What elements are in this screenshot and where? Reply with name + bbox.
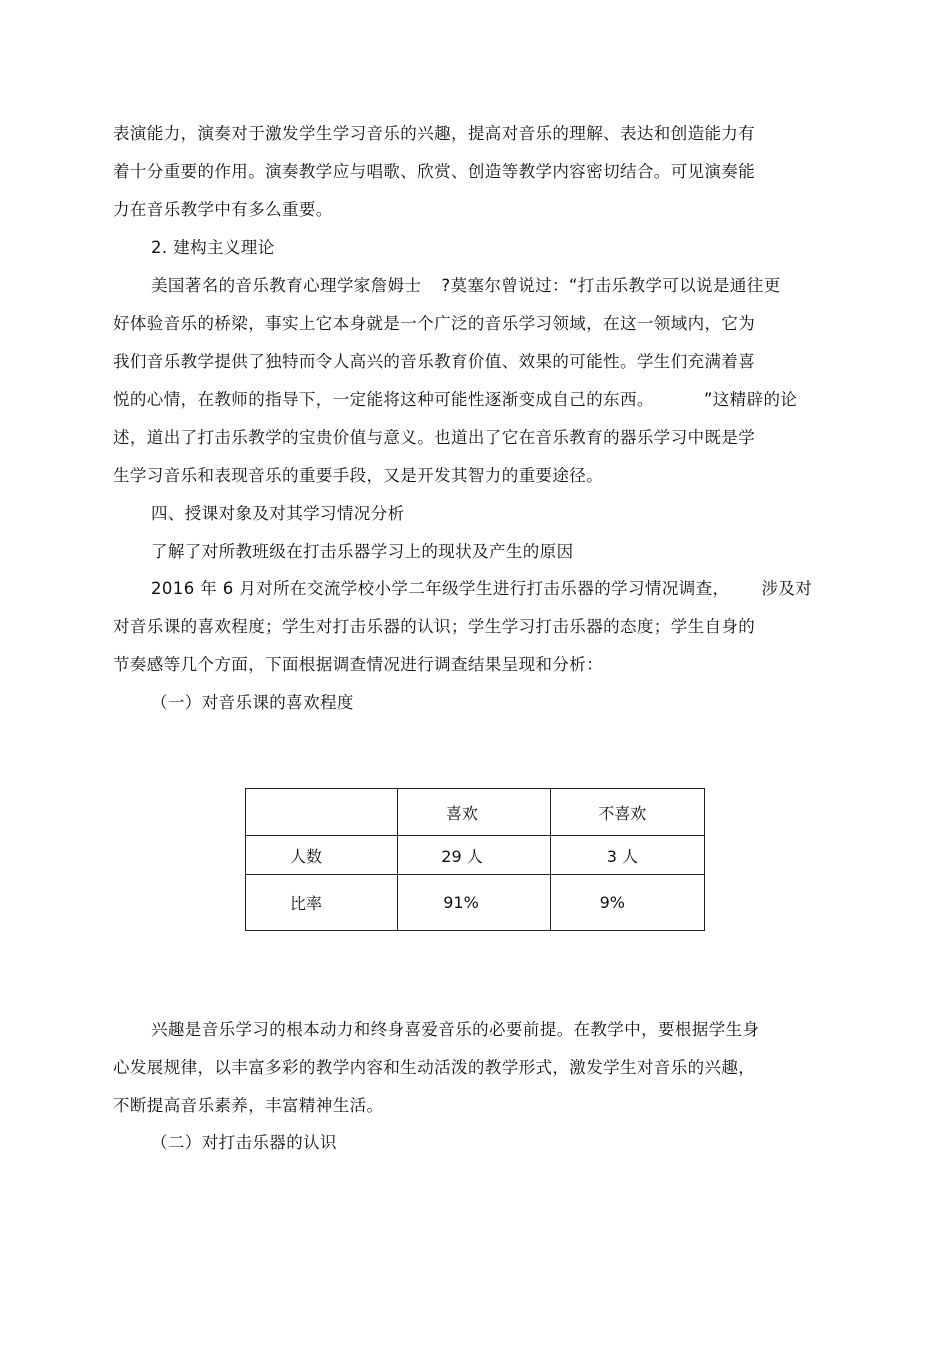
table-cell: 29 人	[398, 836, 550, 875]
table-header-row	[246, 789, 705, 836]
paragraph-line: 述，道出了打击乐教学的宝贵价值与意义。也道出了它在音乐教育的器乐学习中既是学	[113, 428, 756, 447]
table-cell: 91%	[398, 875, 550, 931]
paragraph-text: 悦的心情，在教师的指导下，一定能将这种可能性逐渐变成自己的东西。	[113, 390, 654, 409]
paragraph-line: 力在音乐教学中有多么重要。	[113, 200, 333, 219]
section-heading: 四、授课对象及对其学习情况分析	[151, 504, 405, 523]
subsection-heading: （二）对打击乐器的认识	[151, 1133, 337, 1152]
paragraph-line: 好体验音乐的桥梁，事实上它本身就是一个广泛的音乐学习领域，在这一领域内，它为	[113, 314, 756, 333]
paragraph-line: 表演能力，演奏对于激发学生学习音乐的兴趣，提高对音乐的理解、表达和创造能力有	[113, 124, 756, 143]
paragraph-line: 节奏感等几个方面，下面根据调查情况进行调查结果呈现和分析：	[113, 655, 604, 674]
paragraph-line: 不断提高音乐素养，丰富精神生活。	[113, 1096, 384, 1115]
subsection-heading: （一）对音乐课的喜欢程度	[151, 693, 354, 712]
paragraph-text: ”这精辟的论	[703, 390, 798, 409]
paragraph-line: 生学习音乐和表现音乐的重要手段，又是开发其智力的重要途径。	[113, 466, 604, 485]
paragraph-text: 美国著名的音乐教育心理学家詹姆士	[151, 276, 422, 295]
survey-table	[245, 788, 705, 931]
table-header-cell: 喜欢	[398, 789, 550, 836]
table-cell	[246, 789, 398, 836]
paragraph-line: 兴趣是音乐学习的根本动力和终身喜爱音乐的必要前提。在教学中，要根据学生身	[151, 1020, 760, 1039]
table-header-cell: 不喜欢	[550, 789, 704, 836]
table-cell: 3 人	[550, 836, 704, 875]
table-row	[246, 875, 705, 931]
table-row-label: 比率	[246, 875, 398, 931]
paragraph-text: ?莫塞尔曾说过：“打击乐教学可以说是通往更	[441, 276, 781, 295]
paragraph-line: 对音乐课的喜欢程度；学生对打击乐器的认识；学生学习打击乐器的态度；学生自身的	[113, 617, 756, 636]
table-row-label: 人数	[246, 836, 398, 875]
paragraph-text: 2016 年 6 月对所在交流学校小学二年级学生进行打击乐器的学习情况调查，	[151, 579, 730, 598]
table-row	[246, 836, 705, 875]
table-cell: 9%	[550, 875, 704, 931]
paragraph-line	[113, 389, 797, 411]
paragraph-line: 我们音乐教学提供了独特而令人高兴的音乐教育价值、效果的可能性。学生们充满着喜	[113, 352, 756, 371]
paragraph-line: 心发展规律，以丰富多彩的教学内容和生动活泼的教学形式，激发学生对音乐的兴趣，	[113, 1058, 756, 1077]
paragraph-line: 了解了对所教班级在打击乐器学习上的现状及产生的原因	[151, 542, 574, 561]
paragraph-line	[151, 578, 812, 600]
paragraph-line: 着十分重要的作用。演奏教学应与唱歌、欣赏、创造等教学内容密切结合。可见演奏能	[113, 162, 756, 181]
section-heading: 2. 建构主义理论	[151, 238, 275, 257]
paragraph-line	[151, 275, 781, 297]
paragraph-text: 涉及对	[761, 579, 813, 598]
